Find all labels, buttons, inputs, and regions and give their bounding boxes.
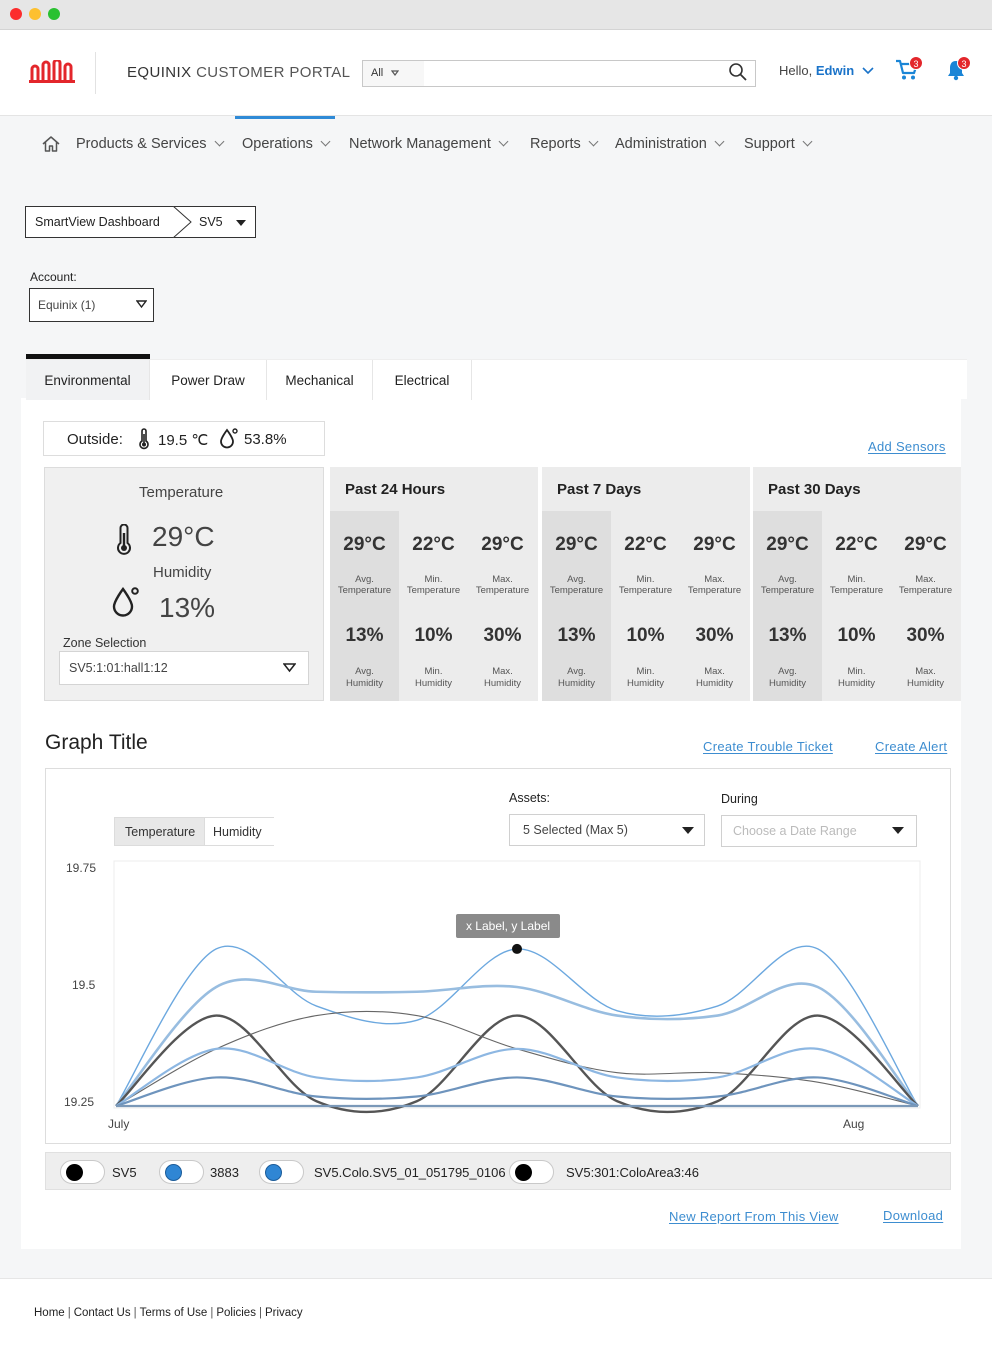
outside-temperature: 19.5 ℃	[158, 432, 209, 449]
tab-electrical[interactable]: Electrical	[373, 360, 472, 400]
site-footer	[0, 1278, 992, 1350]
brand-name: EQUINIX	[127, 64, 192, 81]
create-trouble-ticket-link[interactable]: Create Trouble Ticket	[703, 739, 833, 754]
account-value: Equinix (1)	[38, 298, 96, 312]
stat-label: Humidity	[558, 678, 595, 689]
toggle-knob	[165, 1164, 182, 1181]
toggle-humidity[interactable]: Humidity	[204, 818, 274, 845]
x-tick-label: Aug	[843, 1117, 865, 1131]
stat-value: 30%	[695, 625, 734, 646]
account-label: Account:	[30, 270, 77, 284]
stat-label: Temperature	[829, 585, 884, 596]
stat-value: 13%	[768, 625, 807, 646]
outside-label: Outside:	[67, 431, 123, 448]
assets-label: Assets:	[509, 791, 550, 805]
stat-label: Min.	[424, 666, 443, 677]
tab-environmental[interactable]: Environmental	[26, 360, 150, 400]
stat-label: Avg.	[778, 666, 797, 677]
stat-label: Min.	[847, 574, 866, 585]
footer-separator: |	[133, 1307, 137, 1319]
stat-label: Humidity	[907, 678, 944, 689]
during-label: During	[721, 792, 758, 806]
legend-label: SV5:301:ColoArea3:46	[566, 1165, 699, 1180]
nav-label: Administration	[615, 136, 707, 152]
stat-label: Min.	[636, 574, 655, 585]
stat-label: Humidity	[346, 678, 383, 689]
period-title: Past 24 Hours	[345, 481, 446, 498]
stat-label: Humidity	[696, 678, 733, 689]
footer-separator: |	[258, 1307, 262, 1319]
zone-selection-label: Zone Selection	[63, 636, 147, 650]
stat-label: Min.	[424, 574, 443, 585]
stat-value: 22°C	[835, 534, 878, 555]
tooltip-text: x Label, y Label	[465, 919, 551, 933]
user-name: Edwin	[815, 63, 855, 78]
stat-label: Avg.	[567, 666, 586, 677]
greeting-text: Hello,	[779, 63, 813, 78]
legend-label: 3883	[210, 1165, 239, 1180]
add-sensors-link[interactable]: Add Sensors	[868, 439, 946, 454]
stat-label: Temperature	[475, 585, 530, 596]
x-tick-label: July	[108, 1117, 130, 1131]
nav-label: Support	[744, 136, 795, 152]
nav-label: Network Management	[349, 136, 491, 152]
stat-label: Temperature	[687, 585, 742, 596]
nav-label: Operations	[242, 136, 313, 152]
series-toggle-3883[interactable]	[159, 1160, 204, 1184]
chart-tooltip	[456, 914, 560, 938]
series-line-6[interactable]	[116, 1077, 918, 1106]
stat-label: Max.	[704, 666, 725, 677]
footer-link-policies[interactable]: Policies	[216, 1307, 256, 1319]
series-line-3[interactable]	[116, 1016, 918, 1112]
stat-value: 29°C	[481, 534, 524, 555]
footer-link-terms[interactable]: Terms of Use	[139, 1307, 208, 1319]
assets-value: 5 Selected (Max 5)	[523, 823, 628, 837]
outside-humidity: 53.8%	[244, 431, 287, 448]
stat-label: Humidity	[484, 678, 521, 689]
y-tick-label: 19.25	[64, 1095, 95, 1109]
footer-separator: |	[67, 1307, 71, 1319]
legend-label: SV5	[112, 1165, 137, 1180]
stat-label: Avg.	[778, 574, 797, 585]
stat-value: 13%	[557, 625, 596, 646]
breadcrumb-current: SV5	[199, 215, 223, 229]
stat-label: Max.	[704, 574, 725, 585]
stat-value: 22°C	[624, 534, 667, 555]
cart-badge: 3	[909, 56, 923, 70]
stat-label: Min.	[636, 666, 655, 677]
download-link[interactable]: Download	[883, 1208, 944, 1223]
stat-value: 22°C	[412, 534, 455, 555]
tab-mechanical[interactable]: Mechanical	[267, 360, 373, 400]
series-toggle-sv5-coloarea[interactable]	[509, 1160, 554, 1184]
period-title: Past 7 Days	[557, 481, 642, 498]
stat-value: 29°C	[693, 534, 736, 555]
toggle-knob	[265, 1164, 282, 1181]
stat-label: Temperature	[337, 585, 392, 596]
breadcrumb-root[interactable]: SmartView Dashboard	[35, 215, 160, 229]
legend-label: SV5.Colo.SV5_01_051795_0106	[314, 1165, 506, 1180]
series-toggle-sv5-colo[interactable]	[259, 1160, 304, 1184]
footer-links	[34, 1307, 303, 1319]
stat-label: Avg.	[567, 574, 586, 585]
stat-value: 10%	[837, 625, 876, 646]
stat-label: Max.	[915, 574, 936, 585]
series-line-2[interactable]	[116, 979, 918, 1106]
zone-value: SV5:1:01:hall1:12	[69, 661, 168, 675]
stat-value: 29°C	[343, 534, 386, 555]
stat-value: 29°C	[904, 534, 947, 555]
series-line-4[interactable]	[116, 1011, 918, 1106]
current-humidity-value: 13%	[159, 592, 216, 623]
stat-label: Humidity	[838, 678, 875, 689]
current-temperature-label: Temperature	[139, 484, 224, 501]
stat-label: Temperature	[406, 585, 461, 596]
nav-label: Reports	[530, 136, 581, 152]
series-toggle-sv5[interactable]	[60, 1160, 105, 1184]
stat-label: Avg.	[355, 574, 374, 585]
toggle-knob	[515, 1164, 532, 1181]
stat-label: Temperature	[760, 585, 815, 596]
series-legend	[45, 1152, 951, 1190]
highlighted-data-point[interactable]	[512, 944, 522, 954]
stat-label: Humidity	[769, 678, 806, 689]
stat-value: 10%	[414, 625, 453, 646]
toggle-temperature[interactable]: Temperature	[115, 818, 204, 845]
stat-label: Temperature	[898, 585, 953, 596]
footer-link-home[interactable]: Home	[34, 1307, 65, 1319]
footer-link-privacy[interactable]: Privacy	[264, 1307, 303, 1319]
stat-label: Avg.	[355, 666, 374, 677]
current-humidity-label: Humidity	[153, 564, 212, 581]
search-scope-value: All	[371, 67, 384, 79]
stat-label: Max.	[492, 574, 513, 585]
series-line-1[interactable]	[116, 946, 918, 1106]
stat-value: 30%	[906, 625, 945, 646]
stat-value: 30%	[483, 625, 522, 646]
stat-label: Max.	[492, 666, 513, 677]
y-tick-label: 19.5	[72, 978, 96, 992]
brand-subtitle: CUSTOMER PORTAL	[196, 64, 351, 81]
tab-power-draw[interactable]: Power Draw	[150, 360, 267, 400]
stat-value: 29°C	[766, 534, 809, 555]
stat-label: Temperature	[618, 585, 673, 596]
stat-value: 13%	[345, 625, 384, 646]
toggle-knob	[66, 1164, 83, 1181]
current-temperature-value: 29°C	[152, 521, 215, 552]
new-report-link[interactable]: New Report From This View	[669, 1209, 839, 1224]
graph-title: Graph Title	[45, 731, 148, 754]
stat-label: Max.	[915, 666, 936, 677]
footer-link-contact[interactable]: Contact Us	[73, 1307, 131, 1319]
stat-value: 10%	[626, 625, 665, 646]
stat-label: Humidity	[627, 678, 664, 689]
notifications-badge: 3	[957, 56, 971, 70]
period-title: Past 30 Days	[768, 481, 861, 498]
nav-label: Products & Services	[76, 136, 207, 152]
date-range-placeholder: Choose a Date Range	[733, 824, 857, 838]
y-tick-label: 19.75	[66, 861, 97, 875]
create-alert-link[interactable]: Create Alert	[875, 739, 948, 754]
stat-label: Humidity	[415, 678, 452, 689]
stat-value: 29°C	[555, 534, 598, 555]
stat-label: Temperature	[549, 585, 604, 596]
stat-label: Min.	[847, 666, 866, 677]
footer-separator: |	[210, 1307, 214, 1319]
